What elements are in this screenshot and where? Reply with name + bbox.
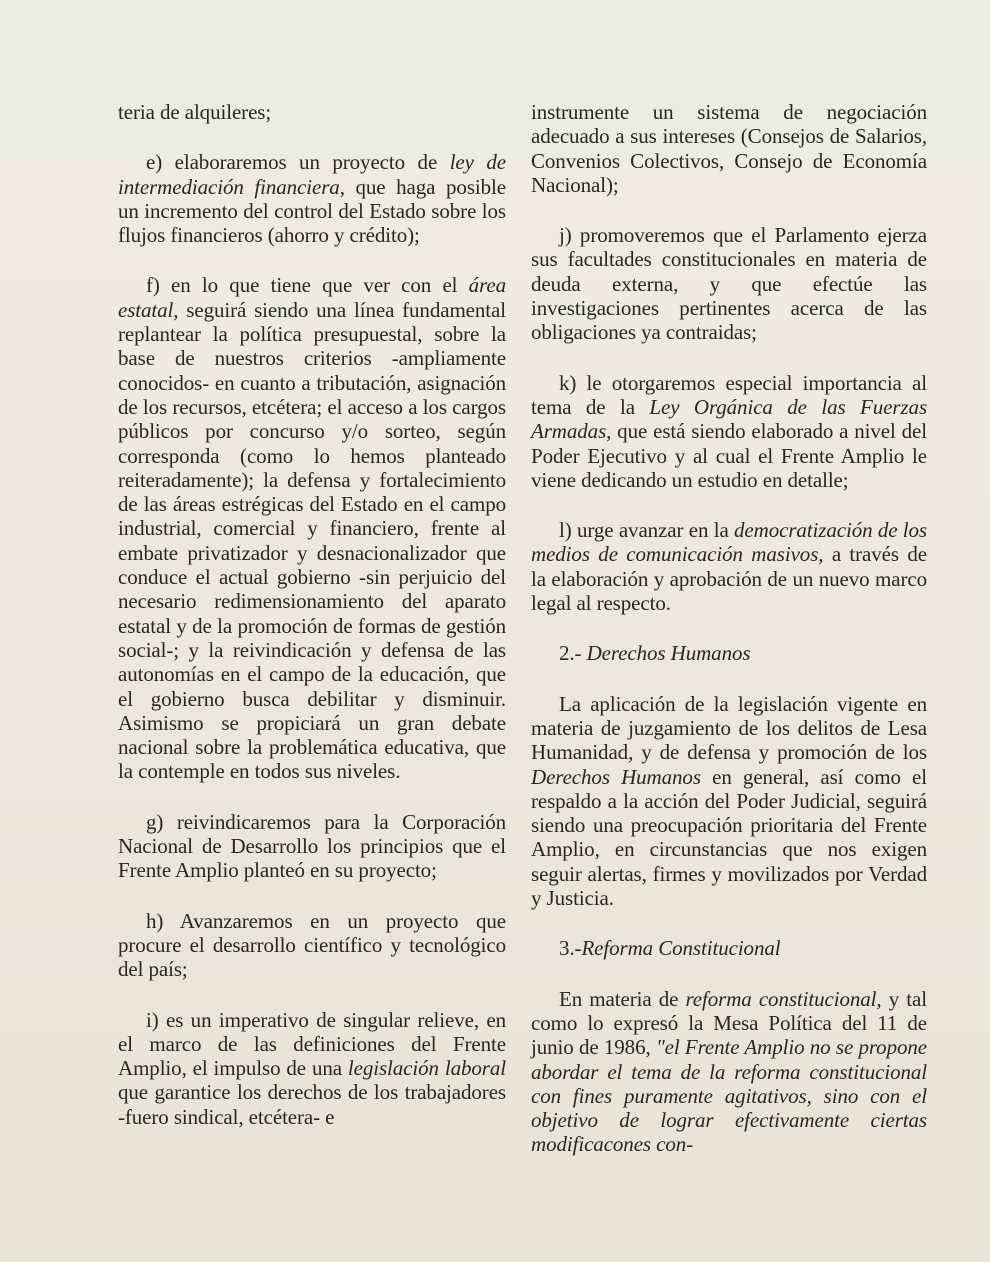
paragraph-text: , que está siendo elaborado a nivel del Poder Ejecutivo y al cual el Frente Amplio le viene dedicando un estudio en detalle;: [531, 419, 927, 492]
paragraph-text: j) promoveremos que el Parlamento ejerza sus facultades constitucionales en materia de deuda externa, y que efectúe las investigaciones pertinentes acerca de las obligaciones ya contraidas;: [531, 223, 927, 345]
paragraph-text: instrumente un sistema de negociación adecuado a sus intereses (Consejos de Salarios, Convenios Colectivos, Consejo de Economía Nacional);: [531, 100, 927, 197]
paragraph-f: [118, 273, 506, 783]
paragraph-e: [118, 150, 506, 247]
paragraph-text: La aplicación de la legislación vigente en materia de juzgamiento de los delitos de Lesa Humanidad, y de defensa y promoción de los: [531, 691, 927, 765]
paragraph-text: en general, así como el respaldo a la acción del Poder Judicial, seguirá siendo una preocupación prioritaria del Frente Amplio, en circunstancias que nos exigen seguir alertas, firmes y movilizados por Verdad y Justicia.: [531, 764, 927, 911]
section-heading-reforma-constitucional: [531, 936, 927, 960]
paragraph-text: , y tal como lo expresó la Mesa Política del 11 de junio de 1986,: [531, 986, 927, 1060]
italic-term: ley de intermediación financiera: [118, 150, 506, 199]
paragraph-i: [118, 1008, 506, 1129]
paragraph-a-end: [118, 100, 506, 124]
paragraph-text: seguirá siendo una línea fundamental replantear la política presupuestal, sobre la base de nuestros criterios -ampliamente conocidos- en cuanto a tributación, asignación de los recursos, etcétera; el acceso a los cargos públicos por concurso y/o sorteo, según corresponda (como lo hemos planteado reiteradamente); la defensa y fortalecimiento de las áreas estrégicas del Estado en el campo industrial, comercial y financiero, frente al embate privatizador y desnacionalizador que conduce el actual gobierno -sin perjuicio del necesario redimensionamiento del aparato estatal y de la promoción de formas de gestión social-; y la reivindicación y defensa de las autonomías en el campo de la educación, que el gobierno busca debilitar y disminuir. Asimismo se propiciará un gran debate nacional sobre la problemática educativa, que la contemple en todos sus niveles.: [118, 297, 506, 784]
paragraph-text: i) es un imperativo de singular relieve, en el marco de las definiciones del Frente Amplio, el impulso de una: [118, 1007, 506, 1081]
paragraph-text: , que haga posible un incremento del control del Estado sobre los flujos financieros (ahorro y crédito);: [118, 174, 506, 248]
paragraph-text: a través de la elaboración y aprobación de un nuevo marco legal al respecto.: [531, 542, 927, 616]
paragraph-text: l) urge avanzar en la: [559, 518, 735, 543]
left-column: [118, 100, 506, 1129]
paragraph-text: En materia de: [559, 986, 686, 1011]
paragraph-text: teria de alquileres;: [118, 100, 272, 124]
italic-quote: "el Frente Amplio no se propone abordar el tema de la reforma constitucional con fines puramente agitativos, sino con el objetivo de lograr efectivamente ciertas modificacones con-: [531, 1035, 927, 1157]
heading-title: Reforma Constitucional: [581, 936, 781, 961]
paragraph-j: [531, 223, 927, 344]
heading-title: Derechos Humanos: [586, 641, 751, 666]
paragraph-text: k) le otorgaremos especial importancia al tema de la: [531, 370, 927, 419]
italic-term: democratización de los medios de comunicación masivos,: [531, 518, 927, 567]
paragraph-text: g) reivindicaremos para la Corporación Nacional de Desarrollo los principios que el Frente Amplio planteó en su proyecto;: [118, 809, 506, 883]
paragraph-h: [118, 909, 506, 982]
heading-number: 2.-: [559, 641, 587, 666]
paragraph-k: [531, 371, 927, 492]
paragraph-g: [118, 810, 506, 883]
italic-term: Ley Orgánica de las Fuerzas Armadas: [531, 394, 928, 444]
paragraph-i-continued: [531, 100, 927, 197]
paragraph-derechos-humanos: [531, 692, 927, 911]
section-heading-derechos-humanos: [531, 641, 927, 665]
italic-term: legislación laboral: [347, 1056, 507, 1081]
paragraph-text: e) elaboraremos un proyecto de: [146, 150, 450, 175]
paragraph-text: que garantice los derechos de los trabajadores -fuero sindical, etcétera- e: [118, 1080, 506, 1129]
italic-term: área estatal,: [118, 273, 506, 322]
heading-number: 3.-: [559, 936, 582, 961]
italic-term: Derechos Humanos: [531, 764, 701, 789]
paragraph-reforma-constitucional: [531, 987, 927, 1157]
italic-term: reforma constitucional: [685, 986, 877, 1011]
right-column: [531, 100, 927, 1157]
paragraph-text: f) en lo que tiene que ver con el: [146, 273, 469, 298]
paragraph-l: [531, 518, 927, 615]
paragraph-text: h) Avanzaremos en un proyecto que procure el desarrollo científico y tecnológico del país;: [118, 908, 506, 982]
